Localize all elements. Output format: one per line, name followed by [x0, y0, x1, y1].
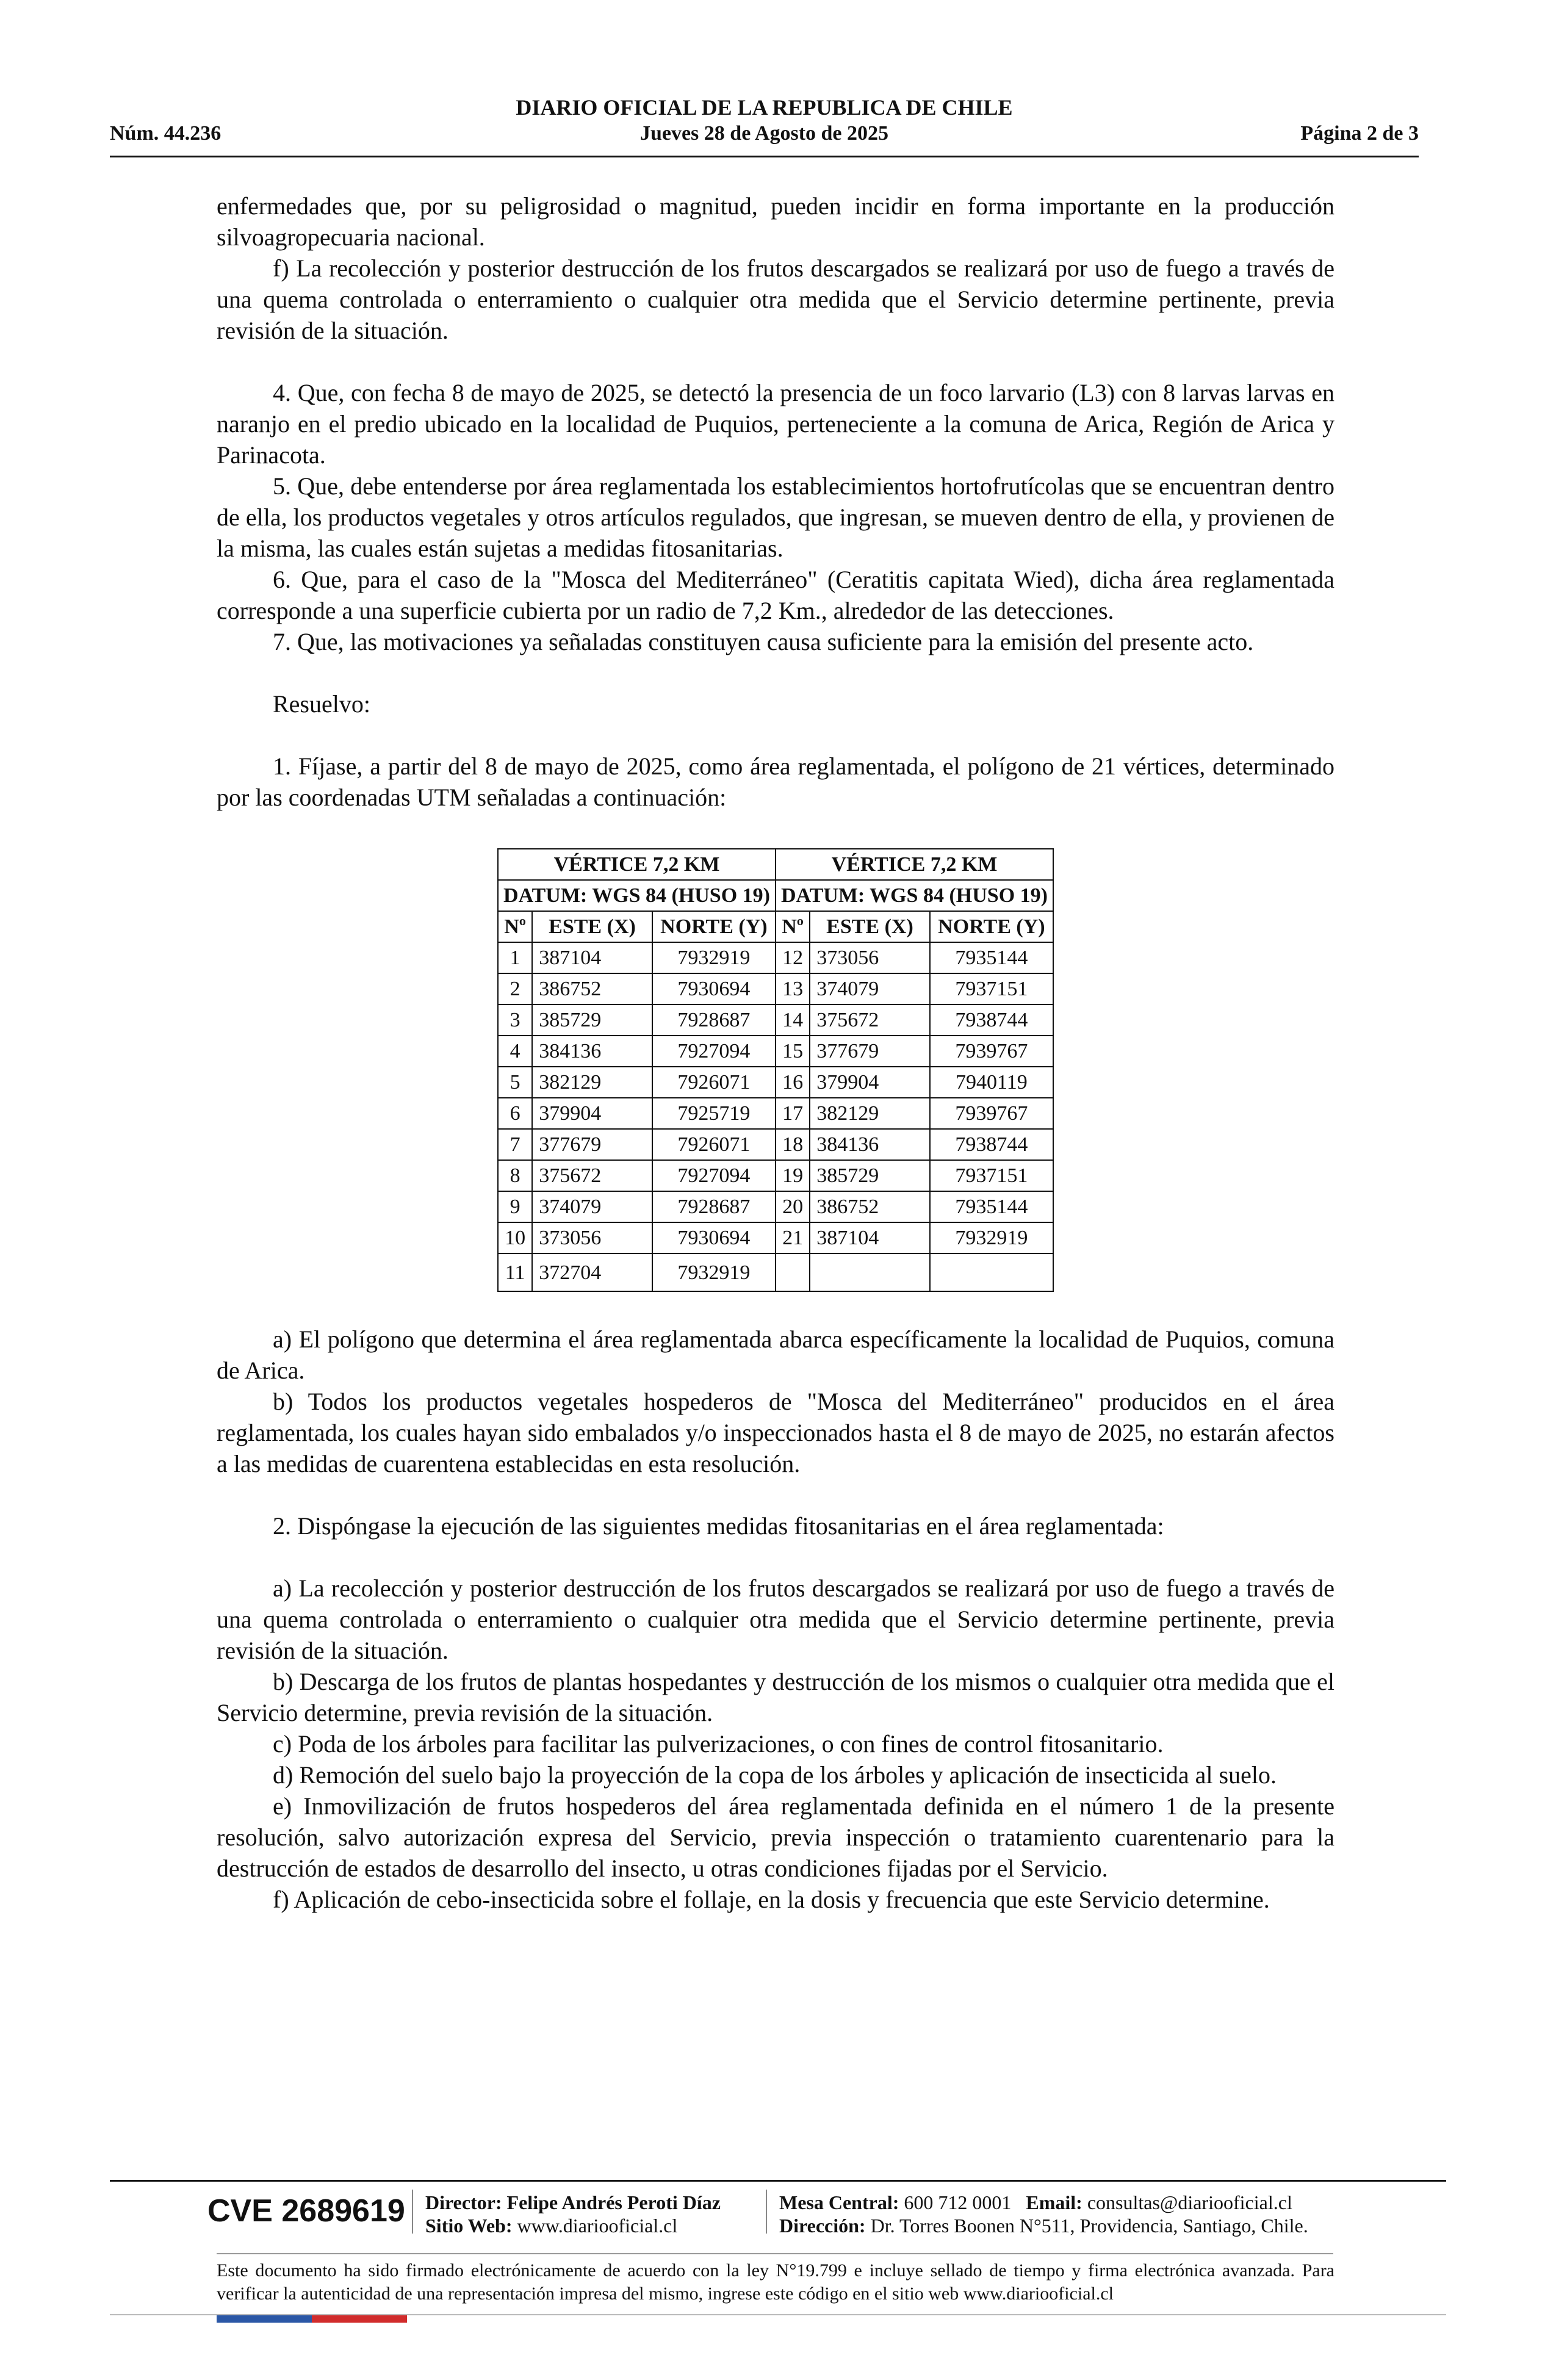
vertex-number-cell: 14 — [776, 1004, 810, 1036]
vertex-number-cell: 12 — [776, 942, 810, 973]
paragraph: b) Descarga de los frutos de plantas hospedantes y destrucción de los mismos o cualquier otra medida que el Servicio determine, previa revisión de la situación. — [217, 1668, 1334, 1726]
vertex-number-cell: 16 — [776, 1067, 810, 1098]
vertex-number-cell: 17 — [776, 1098, 810, 1129]
norte-cell: 7930694 — [652, 1222, 776, 1253]
paragraph: d) Remoción del suelo bajo la proyección de la copa de los árboles y aplicación de insecticida al suelo. — [273, 1761, 1277, 1789]
col-number: Nº — [498, 911, 532, 942]
vertex-number-cell: 8 — [498, 1160, 532, 1191]
este-cell: 373056 — [810, 942, 930, 973]
paragraph: e) Inmovilización de frutos hospederos del área reglamentada definida en el número 1 de la presente resolución, salvo autorización expresa del Servicio, previa inspección o tratamiento cuarentenario para la destrucción de estados de desarrollo del insecto, u otras condiciones fijadas por el Servicio. — [217, 1792, 1334, 1882]
paragraph: 4. Que, con fecha 8 de mayo de 2025, se detectó la presencia de un foco larvario (L3) con 8 larvas larvas en naranjo en el predio ubicado en la localidad de Puquios, perteneciente a la comuna de Arica, Región de Arica y Parinacota. — [217, 379, 1334, 469]
vertex-number-cell: 6 — [498, 1098, 532, 1129]
page-header — [110, 92, 1419, 153]
este-cell: 374079 — [532, 1191, 652, 1222]
norte-cell: 7928687 — [652, 1004, 776, 1036]
vertex-number-cell: 5 — [498, 1067, 532, 1098]
paragraph: f) La recolección y posterior destrucción de los frutos descargados se realizará por uso de fuego a través de una quema controlada o enterramiento o cualquier otra medida que el Servicio determine pertinente, previa revisión de la situación. — [217, 254, 1334, 344]
cve-code: CVE 2689619 — [207, 2193, 405, 2229]
footer-divider — [217, 2253, 1333, 2254]
norte-cell: 7932919 — [652, 942, 776, 973]
table-row — [498, 1067, 1053, 1098]
este-cell: 384136 — [810, 1129, 930, 1160]
este-cell: 385729 — [810, 1160, 930, 1191]
paragraph: 6. Que, para el caso de la "Mosca del Mediterráneo" (Ceratitis capitata Wied), dicha área reglamentada corresponde a una superficie cubierta por un radio de 7,2 Km., alrededor de las detecciones. — [217, 566, 1334, 624]
norte-cell: 7926071 — [652, 1067, 776, 1098]
flag-segment — [359, 2315, 407, 2323]
este-cell: 375672 — [532, 1160, 652, 1191]
paragraph: 7. Que, las motivaciones ya señaladas constituyen causa suficiente para la emisión del presente acto. — [273, 628, 1254, 655]
legal-notice: Este documento ha sido firmado electrónicamente de acuerdo con la ley N°19.799 e incluye sellado de tiempo y firma electrónica avanzada. Para verificar la autenticidad de una representación impresa del mismo, ingrese este código en el sitio web www.diariooficial.cl — [217, 2260, 1334, 2304]
footer-director-block — [425, 2191, 721, 2237]
norte-cell: 7938744 — [930, 1004, 1053, 1036]
norte-cell: 7927094 — [652, 1036, 776, 1067]
este-cell: 382129 — [532, 1067, 652, 1098]
vertex-number-cell: 19 — [776, 1160, 810, 1191]
este-cell — [810, 1253, 930, 1291]
table-row — [498, 942, 1053, 973]
vertex-group-header: VÉRTICE 7,2 KM — [776, 849, 1053, 880]
norte-cell: 7932919 — [652, 1253, 776, 1291]
este-cell: 377679 — [810, 1036, 930, 1067]
paragraph: b) Todos los productos vegetales hospederos de "Mosca del Mediterráneo" producidos en el área reglamentada, los cuales hayan sido embalados y/o inspeccionados hasta el 8 de mayo de 2025, no estarán afectos a las medidas de cuarentena establecidas en esta resolución. — [217, 1388, 1334, 1477]
norte-cell: 7938744 — [930, 1129, 1053, 1160]
mesa-phone: 600 712 0001 — [904, 2191, 1012, 2213]
footer-separator — [412, 2190, 413, 2234]
paragraph: enfermedades que, por su peligrosidad o magnitud, pueden incidir en forma importante en la producción silvoagropecuaria nacional. — [217, 192, 1334, 251]
col-este: ESTE (X) — [810, 911, 930, 942]
paragraph: 5. Que, debe entenderse por área reglamentada los establecimientos hortofrutícolas que se encuentran dentro de ella, los productos vegetales y otros artículos regulados, que ingresan, se mueven dentro de ella, y provienen de la misma, las cuales están sujetas a medidas fitosanitarias. — [217, 472, 1334, 562]
este-cell: 384136 — [532, 1036, 652, 1067]
datum-header: DATUM: WGS 84 (HUSO 19) — [498, 880, 776, 911]
datum-header: DATUM: WGS 84 (HUSO 19) — [776, 880, 1053, 911]
flag-segment — [264, 2315, 312, 2323]
este-cell: 382129 — [810, 1098, 930, 1129]
director-name: Felipe Andrés Peroti Díaz — [506, 2191, 721, 2213]
este-cell: 372704 — [532, 1253, 652, 1291]
vertex-number-cell: 15 — [776, 1036, 810, 1067]
table-row — [498, 1253, 1053, 1291]
issue-date: Jueves 28 de Agosto de 2025 — [639, 122, 889, 145]
este-cell: 375672 — [810, 1004, 930, 1036]
este-cell: 374079 — [810, 973, 930, 1004]
vertex-number-cell: 11 — [498, 1253, 532, 1291]
vertex-number-cell: 2 — [498, 973, 532, 1004]
table-body — [498, 942, 1053, 1291]
paragraph: f) Aplicación de cebo-insecticida sobre el follaje, en la dosis y frecuencia que este Servicio determine. — [273, 1886, 1270, 1913]
table-row — [498, 1191, 1053, 1222]
este-cell: 377679 — [532, 1129, 652, 1160]
address-label: Dirección: — [779, 2215, 866, 2237]
este-cell: 386752 — [810, 1191, 930, 1222]
paragraph: a) El polígono que determina el área reglamentada abarca específicamente la localidad de Puquios, comuna de Arica. — [217, 1325, 1334, 1384]
norte-cell: 7937151 — [930, 1160, 1053, 1191]
este-cell: 385729 — [532, 1004, 652, 1036]
table-row — [498, 1160, 1053, 1191]
este-cell: 387104 — [532, 942, 652, 973]
paragraph: c) Poda de los árboles para facilitar las pulverizaciones, o con fines de control fitosanitario. — [273, 1730, 1164, 1758]
footer-divider — [110, 2180, 1446, 2182]
paragraph: 2. Dispóngase la ejecución de las siguientes medidas fitosanitarias en el área reglamentada: — [273, 1512, 1164, 1540]
col-este: ESTE (X) — [532, 911, 652, 942]
norte-cell: 7935144 — [930, 942, 1053, 973]
vertex-number-cell — [776, 1253, 810, 1291]
table-row — [498, 1222, 1053, 1253]
vertex-number-cell: 20 — [776, 1191, 810, 1222]
vertex-number-cell: 4 — [498, 1036, 532, 1067]
vertex-number-cell: 13 — [776, 973, 810, 1004]
director-label: Director: — [425, 2191, 502, 2213]
este-cell: 373056 — [532, 1222, 652, 1253]
table-row — [498, 1004, 1053, 1036]
este-cell: 386752 — [532, 973, 652, 1004]
document-body — [217, 190, 1334, 1915]
vertex-number-cell: 9 — [498, 1191, 532, 1222]
resolution-heading: Resuelvo: — [273, 690, 370, 718]
vertex-group-header: VÉRTICE 7,2 KM — [498, 849, 776, 880]
website-link[interactable]: www.diariooficial.cl — [517, 2215, 678, 2237]
flag-segment — [312, 2315, 359, 2323]
mesa-label: Mesa Central: — [779, 2191, 899, 2213]
norte-cell: 7930694 — [652, 973, 776, 1004]
vertex-number-cell: 18 — [776, 1129, 810, 1160]
este-cell: 387104 — [810, 1222, 930, 1253]
email-link[interactable]: consultas@diariooficial.cl — [1087, 2191, 1292, 2213]
paragraph: a) La recolección y posterior destrucción de los frutos descargados se realizará por uso de fuego a través de una quema controlada o enterramiento o cualquier otra medida que el Servicio determine pertinente, previa revisión de la situación. — [217, 1574, 1334, 1664]
coordinates-table-wrapper — [217, 848, 1334, 1292]
norte-cell: 7940119 — [930, 1067, 1053, 1098]
norte-cell — [930, 1253, 1053, 1291]
norte-cell: 7935144 — [930, 1191, 1053, 1222]
email-label: Email: — [1026, 2191, 1082, 2213]
vertex-number-cell: 21 — [776, 1222, 810, 1253]
vertex-number-cell: 7 — [498, 1129, 532, 1160]
issue-number: Núm. 44.236 — [110, 122, 222, 145]
table-row — [498, 1036, 1053, 1067]
norte-cell: 7939767 — [930, 1098, 1053, 1129]
header-divider — [110, 156, 1419, 157]
page-indicator: Página 2 de 3 — [1300, 122, 1419, 145]
col-number: Nº — [776, 911, 810, 942]
paragraph: 1. Fíjase, a partir del 8 de mayo de 2025, como área reglamentada, el polígono de 21 vértices, determinado por las coordenadas UTM señaladas a continuación: — [217, 752, 1334, 811]
table-row — [498, 973, 1053, 1004]
norte-cell: 7927094 — [652, 1160, 776, 1191]
footer-contact-block — [779, 2191, 1308, 2237]
norte-cell: 7939767 — [930, 1036, 1053, 1067]
col-norte: NORTE (Y) — [652, 911, 776, 942]
vertex-number-cell: 3 — [498, 1004, 532, 1036]
col-norte: NORTE (Y) — [930, 911, 1053, 942]
norte-cell: 7926071 — [652, 1129, 776, 1160]
flag-segment — [217, 2315, 264, 2323]
este-cell: 379904 — [810, 1067, 930, 1098]
vertex-number-cell: 10 — [498, 1222, 532, 1253]
norte-cell: 7928687 — [652, 1191, 776, 1222]
norte-cell: 7937151 — [930, 973, 1053, 1004]
footer-separator — [766, 2190, 767, 2234]
website-label: Sitio Web: — [425, 2215, 513, 2237]
flag-stripe — [217, 2315, 407, 2323]
gazette-title: DIARIO OFICIAL DE LA REPUBLICA DE CHILE — [516, 95, 1013, 120]
vertex-number-cell: 1 — [498, 942, 532, 973]
address-value: Dr. Torres Boonen N°511, Providencia, Santiago, Chile. — [870, 2215, 1308, 2237]
table-row — [498, 1098, 1053, 1129]
norte-cell: 7925719 — [652, 1098, 776, 1129]
table-row — [498, 1129, 1053, 1160]
norte-cell: 7932919 — [930, 1222, 1053, 1253]
utm-coordinates-table — [497, 848, 1054, 1292]
este-cell: 379904 — [532, 1098, 652, 1129]
